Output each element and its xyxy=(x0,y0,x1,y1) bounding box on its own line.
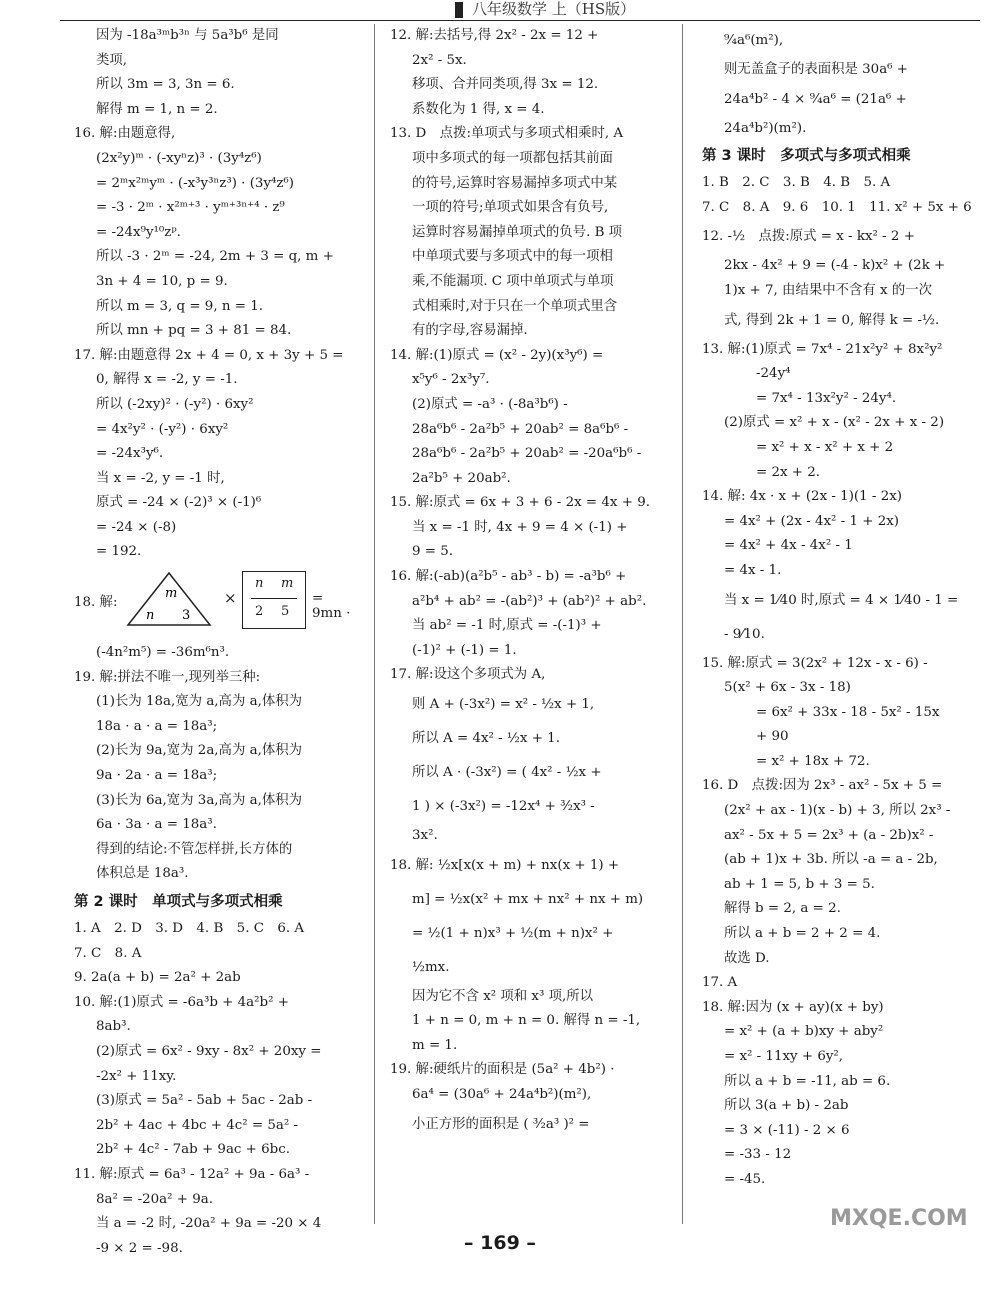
text-line: 1 + n = 0, m + n = 0. 解得 n = -1, xyxy=(412,1013,641,1029)
text-line: (2)原式 = x² + x - (x² - 2x + x - 2) xyxy=(724,415,945,431)
text-line: x⁵y⁶ - 2x³y⁷. xyxy=(412,372,490,388)
text-line: -24y⁴ xyxy=(756,366,791,382)
text-line: 得到的结论:不管怎样拼,长方体的 xyxy=(96,841,293,857)
text-line: = ½(1 + n)x³ + ½(m + n)x² + xyxy=(412,925,614,941)
text-line: 9a · 2a · a = 18a³; xyxy=(96,768,218,784)
column-divider xyxy=(374,24,375,1224)
text-line: = x² + 18x + 72. xyxy=(756,753,870,769)
text-line: = -33 - 12 xyxy=(724,1147,792,1163)
answer-line: 7. C 8. A 9. 6 10. 1 11. x² + 5x + 6 xyxy=(702,199,972,215)
text-line: (-1)² + (-1) = 1. xyxy=(412,642,517,658)
text-line: = -24x⁹y¹⁰zᵖ. xyxy=(96,224,181,240)
equation-text: = 9mn · xyxy=(312,591,351,622)
text-line: m = 1. xyxy=(412,1037,458,1053)
column-left xyxy=(74,24,356,1256)
text-line: 则 A + (-3x²) = x² - ½x + 1, xyxy=(412,697,595,713)
answer-line: 17. A xyxy=(702,975,738,991)
text-line: 所以 mn + pq = 3 + 81 = 84. xyxy=(96,323,292,339)
text-line: 2a²b⁵ + 20ab². xyxy=(412,470,511,486)
text-line: = 2x + 2. xyxy=(756,464,821,480)
text-line: 11. 解:原式 = 6a³ - 12a² + 9a - 6a³ - xyxy=(74,1166,310,1182)
text-line: = 192. xyxy=(96,544,142,560)
text-line: = x² + x - x² + x + 2 xyxy=(756,439,894,455)
text-line: - 9⁄10. xyxy=(724,626,765,642)
text-line: (2x²y)ᵐ · (-xyⁿz)³ · (3y⁴z⁶) xyxy=(96,150,262,166)
text-line: (3)原式 = 5a² - 5ab + 5ac - 2ab - xyxy=(96,1093,313,1109)
text-line: 5(x² + 6x - 3x - 18) xyxy=(724,680,851,696)
text-line: 的符号,运算时容易漏掉多项式中某 xyxy=(412,175,618,191)
section-heading: 第 3 课时 多项式与多项式相乘 xyxy=(702,148,911,165)
text-line: 18. 解:因为 (x + ay)(x + by) xyxy=(702,999,884,1015)
text-line: 式相乘时,对于只在一个单项式里含 xyxy=(412,298,618,314)
text-line: 原式 = -24 × (-2)³ × (-1)⁶ xyxy=(96,495,262,511)
text-line: 式, 得到 2k + 1 = 0, 解得 k = -½. xyxy=(724,312,940,328)
text-line: a²b⁴ + ab² = -(ab²)³ + (ab²)² + ab². xyxy=(412,593,647,609)
page-header xyxy=(60,0,980,21)
text-line: 因为它不含 x² 项和 x³ 项,所以 xyxy=(412,988,594,1004)
text-line: 所以 m = 3, q = 9, n = 1. xyxy=(96,298,263,314)
text-line: 6a⁴ = (30a⁶ + 24a⁴b²)(m²), xyxy=(412,1087,592,1102)
text-line: 28a⁶b⁶ - 2a²b⁵ + 20ab² = 8a⁶b⁶ - xyxy=(412,421,629,437)
text-line: 28a⁶b⁶ - 2a²b⁵ + 20ab² = -20a⁶b⁶ - xyxy=(412,446,642,462)
text-line: 所以 -3 · 2ᵐ = -24, 2m + 3 = q, m + xyxy=(96,249,334,265)
box-top-right-label: m xyxy=(281,576,294,592)
text-line: 12. 解:去括号,得 2x² - 2x = 12 + xyxy=(390,28,599,43)
text-line: 乘,不能漏项. C 项中单项式与单项 xyxy=(412,273,614,289)
answer-line: 1. A 2. D 3. D 4. B 5. C 6. A xyxy=(74,921,305,936)
text-line: -9 × 2 = -98. xyxy=(96,1240,183,1256)
text-line: = 4x² + (2x - 4x² - 1 + 2x) xyxy=(724,513,900,529)
text-line: 当 ab² = -1 时,原式 = -(-1)³ + xyxy=(412,618,602,634)
text-line: = -45. xyxy=(724,1171,766,1187)
text-line: (2)长为 9a,宽为 2a,高为 a,体积为 xyxy=(96,743,303,759)
text-line: 一项的符号;单项式如果含有负号, xyxy=(412,200,609,216)
text-line: (ab + 1)x + 3b. 所以 -a = a - 2b, xyxy=(724,852,938,868)
text-line: 19. 解:硬纸片的面积是 (5a² + 4b²) · xyxy=(390,1062,615,1078)
text-line: 13. D 点拨:单项式与多项式相乘时, A xyxy=(390,126,624,142)
text-line: 系数化为 1 得, x = 4. xyxy=(412,101,545,117)
watermark: MXQE.COM xyxy=(830,1206,968,1231)
text-line: 当 x = -1 时, 4x + 9 = 4 × (-1) + xyxy=(412,519,628,535)
text-line: (2)原式 = 6x² - 9xy - 8x² + 20xy = xyxy=(96,1043,322,1059)
text-line: = x² + (a + b)xy + aby² xyxy=(724,1024,884,1040)
text-line: 1)x + 7, 由结果中不含有 x 的一次 xyxy=(724,282,933,298)
text-line: 所以 3m = 3, 3n = 6. xyxy=(96,77,235,93)
text-line: 12. -½ 点拨:原式 = x - kx² - 2 + xyxy=(702,229,915,245)
text-line: = 3 × (-11) - 2 × 6 xyxy=(724,1122,850,1138)
text-line: 16. D 点拨:因为 2x³ - ax² - 5x + 5 = xyxy=(702,778,943,794)
text-line: 因为 -18a³ᵐb³ⁿ 与 5a³b⁶ 是同 xyxy=(96,28,279,43)
triangle-figure xyxy=(126,571,212,627)
text-line: 9 = 5. xyxy=(412,544,454,560)
column-divider xyxy=(682,24,683,1224)
text-line: 小正方形的面积是 ( ³⁄₂a³ )² = xyxy=(412,1116,590,1132)
text-line: 有的字母,容易漏掉. xyxy=(412,323,528,339)
text-line: 14. 解: 4x · x + (2x - 1)(1 - 2x) xyxy=(702,489,902,505)
text-line: 2b² + 4c² - 7ab + 9ac + 6bc. xyxy=(96,1142,291,1158)
times-sign: × xyxy=(224,589,237,608)
text-line: 6a · 3a · a = 18a³. xyxy=(96,817,217,833)
answer-line: 1. B 2. C 3. B 4. B 5. A xyxy=(702,175,891,191)
text-line: 15. 解:原式 = 6x + 3 + 6 - 2x = 4x + 9. xyxy=(390,495,650,511)
text-line: 当 x = -2, y = -1 时, xyxy=(96,470,225,486)
text-line: 18. 解: ½x[x(x + m) + nx(x + 1) + xyxy=(390,857,620,873)
text-line: 16. 解:(-ab)(a²b⁵ - ab³ - b) = -a³b⁶ + xyxy=(390,569,627,585)
text-line: 中单项式要与多项式中的每一项相 xyxy=(412,249,613,265)
text-line: (-4n²m⁵) = -36m⁶n³. xyxy=(96,645,230,661)
text-line: 8ab³. xyxy=(96,1019,131,1035)
section-heading: 第 2 课时 单项式与多项式相乘 xyxy=(74,894,283,910)
text-line: 0, 解得 x = -2, y = -1. xyxy=(96,372,238,388)
text-line: 15. 解:原式 = 3(2x² + 12x - x - 6) - xyxy=(702,655,928,671)
text-line: 所以 a + b = -11, ab = 6. xyxy=(724,1073,891,1089)
text-line: = 6x² + 33x - 18 - 5x² - 15x xyxy=(756,704,940,720)
text-line: = -3 · 2ᵐ · x²ᵐ⁺³ · yᵐ⁺³ⁿ⁺⁴ · z⁹ xyxy=(96,200,285,216)
text-line: = 2ᵐx²ᵐyᵐ · (-x³y³ⁿz³) · (3y⁴z⁶) xyxy=(96,175,295,191)
header-text: 八年级数学 上（HS版） xyxy=(472,0,636,18)
triangle-top-label: m xyxy=(165,586,178,602)
text-line: 故选 D. xyxy=(724,950,770,966)
text-line: 所以 A = 4x² - ½x + 1. xyxy=(412,731,560,747)
text-line: 24a⁴b²)(m²). xyxy=(724,120,807,136)
text-line: = 4x²y² · (-y²) · 6xy² xyxy=(96,421,229,437)
text-line: = x² - 11xy + 6y², xyxy=(724,1049,844,1064)
text-line: 移项、合并同类项,得 3x = 12. xyxy=(412,77,599,93)
text-line: 19. 解:拼法不唯一,现列举三种: xyxy=(74,669,261,685)
text-line: 项中多项式的每一项都包括其前面 xyxy=(412,150,613,166)
text-line: 3x². xyxy=(412,828,438,844)
text-line: 16. 解:由题意得, xyxy=(74,126,176,142)
text-line: = -24x³y⁶. xyxy=(96,446,164,462)
question-label: 18. 解: xyxy=(74,595,118,611)
text-line: 2b² + 4ac + 4bc + 4c² = 5a² - xyxy=(96,1117,299,1133)
text-line: ax² - 5x + 5 = 2x³ + (a - 2b)x² - xyxy=(724,827,934,843)
text-line: 10. 解:(1)原式 = -6a³b + 4a²b² + xyxy=(74,994,289,1010)
triangle-box-diagram xyxy=(74,569,356,635)
text-line: 解得 b = 2, a = 2. xyxy=(724,901,841,917)
text-line: 18a · a · a = 18a³; xyxy=(96,718,218,734)
box-top-left-label: n xyxy=(255,576,264,592)
text-line: 所以 a + b = 2 + 2 = 4. xyxy=(724,926,881,942)
text-line: = 4x - 1. xyxy=(724,562,782,578)
text-line: 24a⁴b² - 4 × ⁹⁄₄a⁶ = (21a⁶ + xyxy=(724,91,907,107)
text-line: 体积总是 18a³. xyxy=(96,866,189,882)
triangle-left-label: n xyxy=(146,608,155,624)
box-bottom-left-label: 2 xyxy=(255,604,264,620)
text-line: 13. 解:(1)原式 = 7x⁴ - 21x²y² + 8x²y² xyxy=(702,341,943,357)
box-bottom-right-label: 5 xyxy=(281,604,290,620)
text-line: 14. 解:(1)原式 = (x² - 2y)(x³y⁶) = xyxy=(390,347,604,363)
box-figure xyxy=(242,571,306,629)
text-line: (2x² + ax - 1)(x - b) + 3, 所以 2x³ - xyxy=(724,803,951,819)
text-line: 所以 3(a + b) - 2ab xyxy=(724,1098,849,1114)
answer-line: 7. C 8. A xyxy=(74,945,142,961)
text-line: + 90 xyxy=(756,729,789,745)
text-line: ½mx. xyxy=(412,959,450,975)
text-line: ⁹⁄₄a⁶(m²), xyxy=(724,33,784,48)
text-line: 运算时容易漏掉单项式的负号. B 项 xyxy=(412,224,623,240)
text-line: 类项, xyxy=(96,52,128,68)
text-line: (2)原式 = -a³ · (-8a³b⁶) - xyxy=(412,396,568,412)
text-line: 所以 A · (-3x²) = ( 4x² - ½x + xyxy=(412,765,602,781)
text-line: = 7x⁴ - 13x²y² - 24y⁴. xyxy=(756,390,897,406)
text-line: -2x² + 11xy. xyxy=(96,1068,177,1084)
text-line: (1)长为 18a,宽为 a,高为 a,体积为 xyxy=(96,694,303,710)
text-line: (3)长为 6a,宽为 3a,高为 a,体积为 xyxy=(96,792,303,808)
text-line: ab + 1 = 5, b + 3 = 5. xyxy=(724,876,875,892)
text-line: 1 ) × (-3x²) = -12x⁴ + ³⁄₂x³ - xyxy=(412,799,595,815)
page-number: – 169 – xyxy=(464,1232,536,1254)
text-line: m] = ½x(x² + mx + nx² + nx + m) xyxy=(412,891,644,907)
box-divider xyxy=(251,598,297,599)
text-line: 2x² - 5x. xyxy=(412,52,467,68)
text-line: 解得 m = 1, n = 2. xyxy=(96,101,218,117)
text-line: 2kx - 4x² + 9 = (-4 - k)x² + (2k + xyxy=(724,258,946,274)
text-line: 则无盖盒子的表面积是 30a⁶ + xyxy=(724,62,909,77)
text-line: 当 a = -2 时, -20a² + 9a = -20 × 4 xyxy=(96,1216,322,1232)
triangle-right-label: 3 xyxy=(182,608,191,624)
text-line: 8a² = -20a² + 9a. xyxy=(96,1191,214,1207)
text-line: = -24 × (-8) xyxy=(96,519,177,535)
header-mark-icon xyxy=(455,2,463,18)
text-line: 所以 (-2xy)² · (-y²) · 6xy² xyxy=(96,396,254,412)
text-line: 当 x = 1⁄40 时,原式 = 4 × 1⁄40 - 1 = xyxy=(724,592,959,608)
column-right xyxy=(702,24,970,1214)
answer-line: 9. 2a(a + b) = 2a² + 2ab xyxy=(74,970,241,986)
text-line: 3n + 4 = 10, p = 9. xyxy=(96,273,228,289)
text-line: 17. 解:由题意得 2x + 4 = 0, x + 3y + 5 = xyxy=(74,347,344,363)
column-middle xyxy=(390,24,652,1214)
text-line: 17. 解:设这个多项式为 A, xyxy=(390,667,546,683)
text-line: = 4x² + 4x - 4x² - 1 xyxy=(724,538,853,554)
